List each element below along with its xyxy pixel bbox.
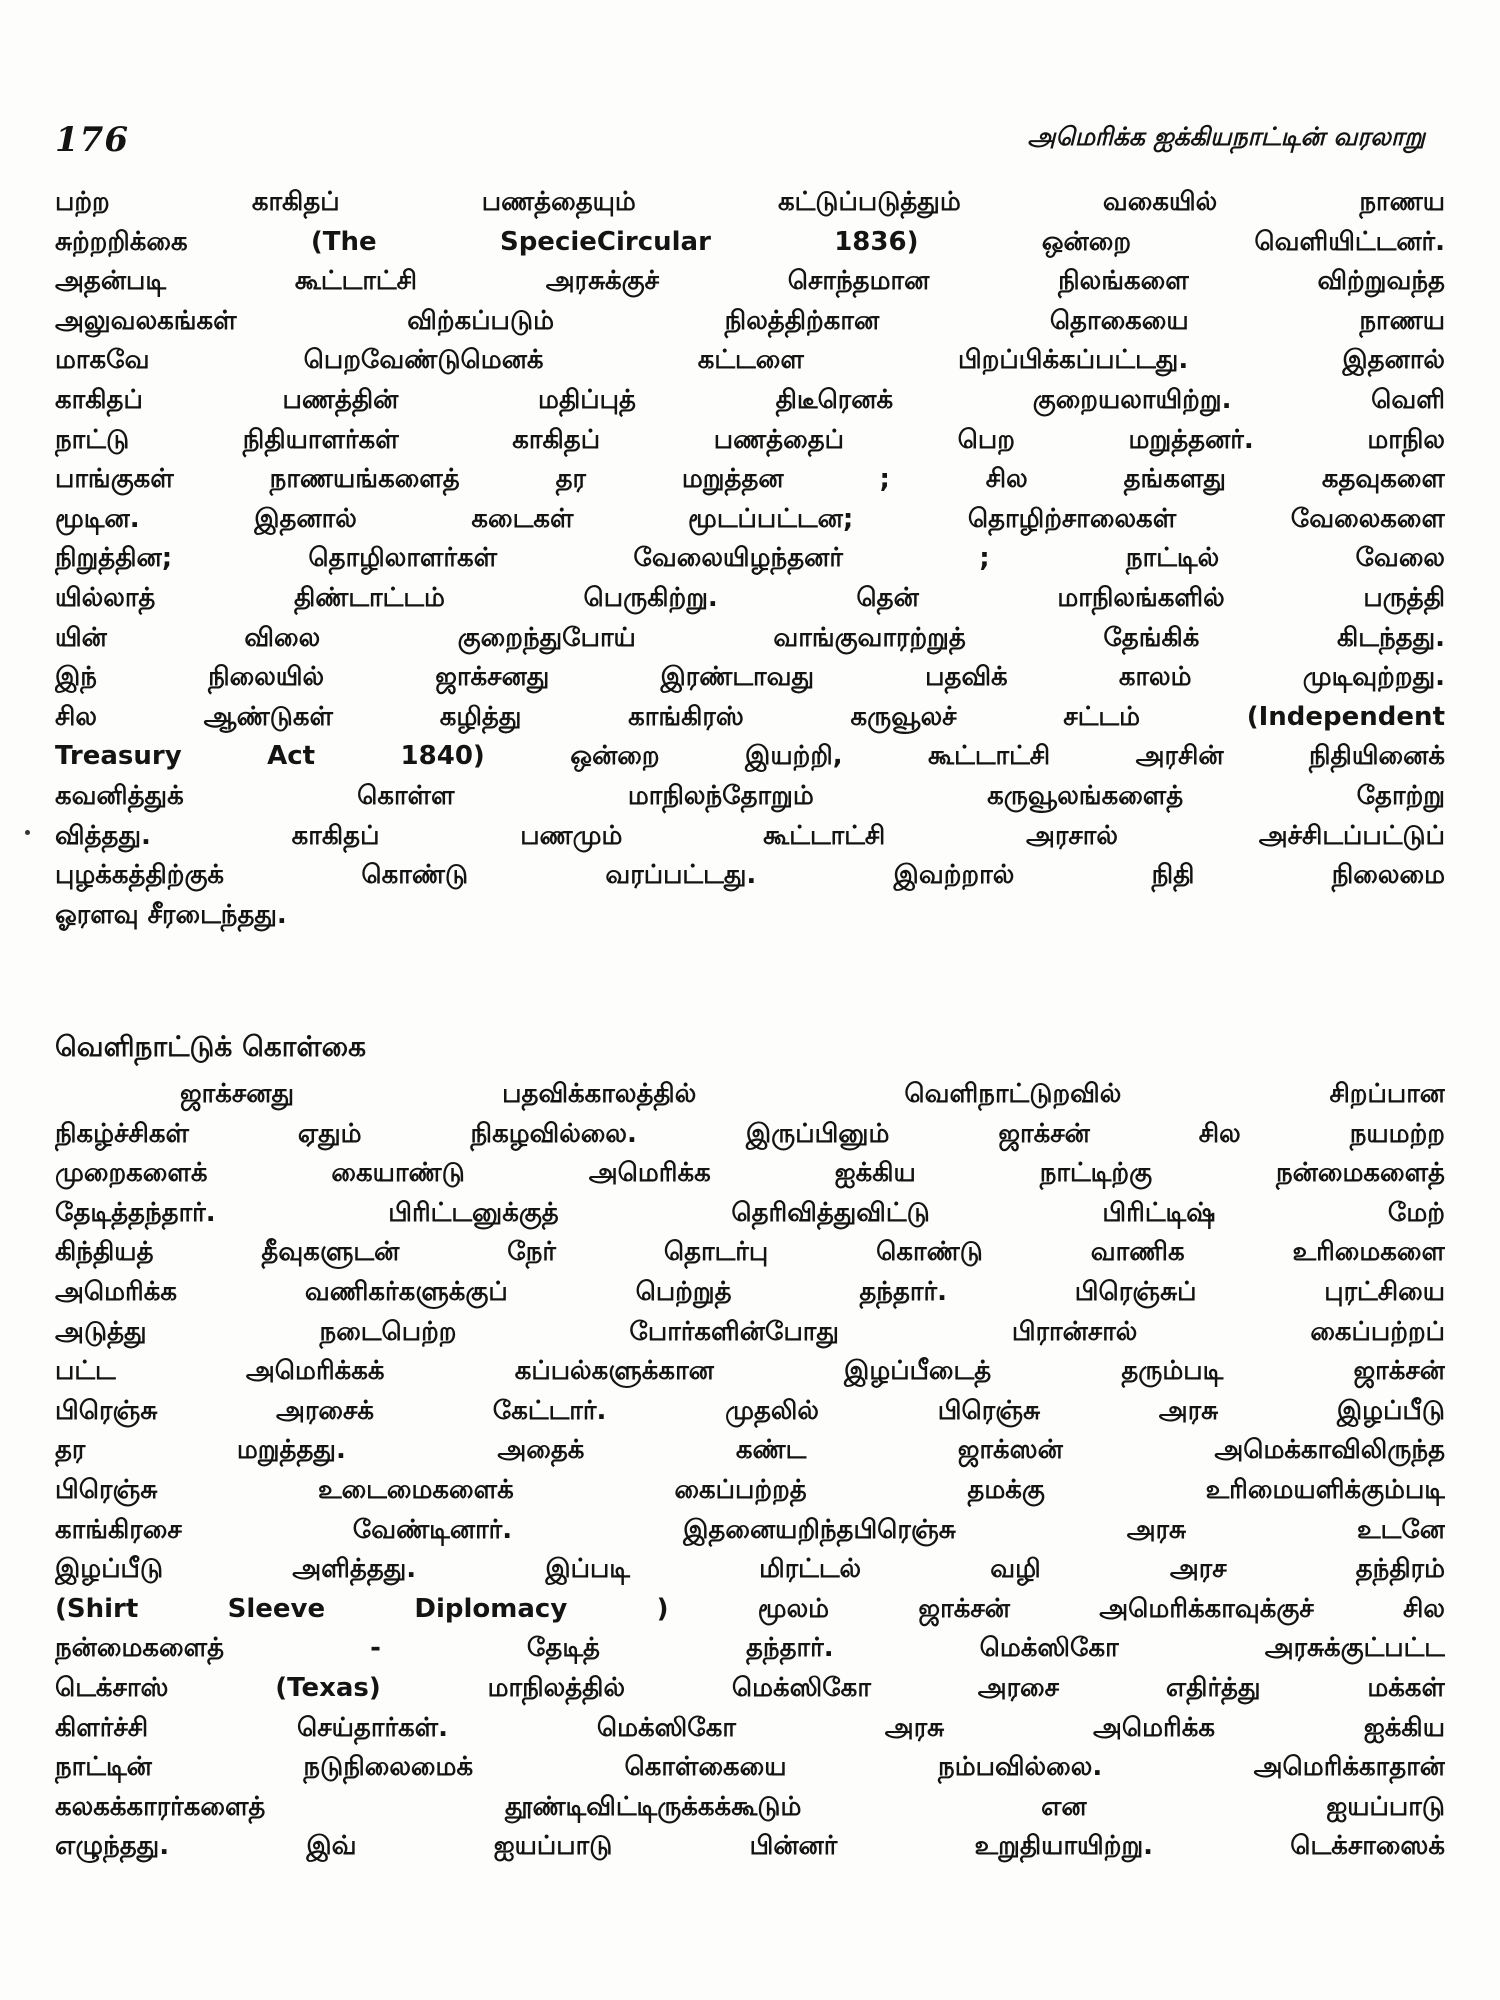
text-line: கிந்தியத் தீவுகளுடன் நேர் தொடர்பு கொண்டு வாணிக உரிமைகளை: [55, 1237, 1445, 1268]
running-head: அமெரிக்க ஐக்கியநாட்டின் வரலாறு: [1027, 122, 1425, 151]
scan-speck: [25, 830, 30, 835]
text-line: ஜாக்சனது பதவிக்காலத்தில் வெளிநாட்டுறவில் சிறப்பான: [180, 1079, 1445, 1109]
text-line: பிரெஞ்சு உடைமைகளைக் கைப்பற்றத் தமக்கு உரிமையளிக்கும்படி: [55, 1474, 1445, 1505]
text-line: Treasury Act 1840) ஒன்றை இயற்றி, கூட்டாட்சி அரசின் நிதியினைக்: [55, 741, 1445, 772]
text-line: பாங்குகள் நாணயங்களைத் தர மறுத்தன ; சில தங்களது கதவுகளை: [55, 464, 1445, 495]
text-line: நிறுத்தின; தொழிலாளர்கள் வேலையிழந்தனர் ; நாட்டில் வேலை: [55, 543, 1445, 574]
text-line: அடுத்து நடைபெற்ற போர்களின்போது பிரான்சால் கைப்பற்றப்: [55, 1316, 1445, 1347]
text-line: அமெரிக்க வணிகர்களுக்குப் பெற்றுத் தந்தார். பிரெஞ்சுப் புரட்சியை: [55, 1276, 1445, 1307]
text-line: வித்தது. காகிதப் பணமும் கூட்டாட்சி அரசால் அச்சிடப்பட்டுப்: [55, 820, 1445, 851]
text-line: புழக்கத்திற்குக் கொண்டு வரப்பட்டது. இவற்றால் நிதி நிலைமை: [55, 860, 1445, 891]
text-line: முறைகளைக் கையாண்டு அமெரிக்க ஐக்கிய நாட்டிற்கு நன்மைகளைத்: [55, 1158, 1445, 1189]
text-line: பிரெஞ்சு அரசைக் கேட்டார். முதலில் பிரெஞ்சு அரசு இழப்பீடு: [55, 1395, 1445, 1426]
text-line: ஓரளவு சீரடைந்தது.: [55, 899, 287, 930]
page-number: 176: [55, 120, 129, 160]
text-line: யில்லாத் திண்டாட்டம் பெருகிற்று. தென் மாநிலங்களில் பருத்தி: [55, 582, 1445, 613]
text-line: காகிதப் பணத்தின் மதிப்புத் திடீரெனக் குறையலாயிற்று. வெளி: [55, 384, 1445, 415]
text-line: தர மறுத்தது. அதைக் கண்ட ஜாக்ஸன் அமெக்காவிலிருந்த: [55, 1435, 1445, 1466]
text-line: காங்கிரசை வேண்டினார். இதனையறிந்தபிரெஞ்சு அரசு உடனே: [55, 1514, 1445, 1545]
text-line: கலகக்காரர்களைத் தூண்டிவிட்டிருக்கக்கூடும் என ஐயப்பாடு: [55, 1791, 1445, 1822]
text-line: டெக்சாஸ் (Texas) மாநிலத்தில் மெக்ஸிகோ அரசை எதிர்த்து மக்கள்: [55, 1672, 1445, 1703]
text-line: பற்ற காகிதப் பணத்தையும் கட்டுப்படுத்தும் வகையில் நாணய: [55, 187, 1445, 217]
text-line: நன்மைகளைத் - தேடித் தந்தார். மெக்ஸிகோ அரசுக்குட்பட்ட: [55, 1633, 1445, 1664]
text-line: எழுந்தது. இவ் ஐயப்பாடு பின்னர் உறுதியாயிற்று. டெக்சாஸைக்: [55, 1831, 1445, 1862]
text-line: அலுவலகங்கள் விற்கப்படும் நிலத்திற்கான தொகையை நாணய: [55, 305, 1445, 336]
text-line: யின் விலை குறைந்துபோய் வாங்குவாரற்றுத் தேங்கிக் கிடந்தது.: [55, 622, 1445, 653]
text-line: (Shirt Sleeve Diplomacy ) மூலம் ஜாக்சன் அமெரிக்காவுக்குச் சில: [55, 1593, 1445, 1624]
text-line: பட்ட அமெரிக்கக் கப்பல்களுக்கான இழப்பீடைத் தரும்படி ஜாக்சன்: [55, 1356, 1445, 1387]
text-line: இழப்பீடு அளித்தது. இப்படி மிரட்டல் வழி அரச தந்திரம்: [55, 1554, 1445, 1585]
paragraph-specie-circular: [55, 183, 1445, 935]
text-line: தேடித்தந்தார். பிரிட்டனுக்குத் தெரிவித்துவிட்டு பிரிட்டிஷ் மேற்: [55, 1197, 1445, 1228]
text-line: சுற்றறிக்கை (The SpecieCircular 1836) ஒன்றை வெளியிட்டனர்.: [55, 226, 1445, 257]
text-line: நாட்டின் நடுநிலைமைக் கொள்கையை நம்பவில்லை. அமெரிக்காதான்: [55, 1752, 1445, 1783]
text-line: இந் நிலையில் ஜாக்சனது இரண்டாவது பதவிக் காலம் முடிவுற்றது.: [55, 662, 1445, 693]
text-line: கவனித்துக் கொள்ள மாநிலந்தோறும் கருவூலங்களைத் தோற்று: [55, 780, 1445, 811]
text-line: அதன்படி கூட்டாட்சி அரசுக்குச் சொந்தமான நிலங்களை விற்றுவந்த: [55, 266, 1445, 297]
section-heading: வெளிநாட்டுக் கொள்கை: [55, 1030, 367, 1063]
page-header: [55, 120, 1425, 170]
text-line: நிகழ்ச்சிகள் ஏதும் நிகழவில்லை. இருப்பினும் ஜாக்சன் சில நயமற்ற: [55, 1118, 1445, 1149]
text-line: நாட்டு நிதியாளர்கள் காகிதப் பணத்தைப் பெற மறுத்தனர். மாநில: [55, 424, 1445, 455]
text-line: சில ஆண்டுகள் கழித்து காங்கிரஸ் கருவூலச் சட்டம் (Independent: [55, 701, 1445, 732]
text-line: கிளர்ச்சி செய்தார்கள். மெக்ஸிகோ அரசு அமெரிக்க ஐக்கிய: [55, 1712, 1445, 1743]
text-line: மூடின. இதனால் கடைகள் மூடப்பட்டன; தொழிற்சாலைகள் வேலைகளை: [55, 503, 1445, 534]
text-line: மாகவே பெறவேண்டுமெனக் கட்டளை பிறப்பிக்கப்பட்டது. இதனால்: [55, 345, 1445, 376]
paragraph-foreign-policy: [55, 1075, 1445, 1867]
